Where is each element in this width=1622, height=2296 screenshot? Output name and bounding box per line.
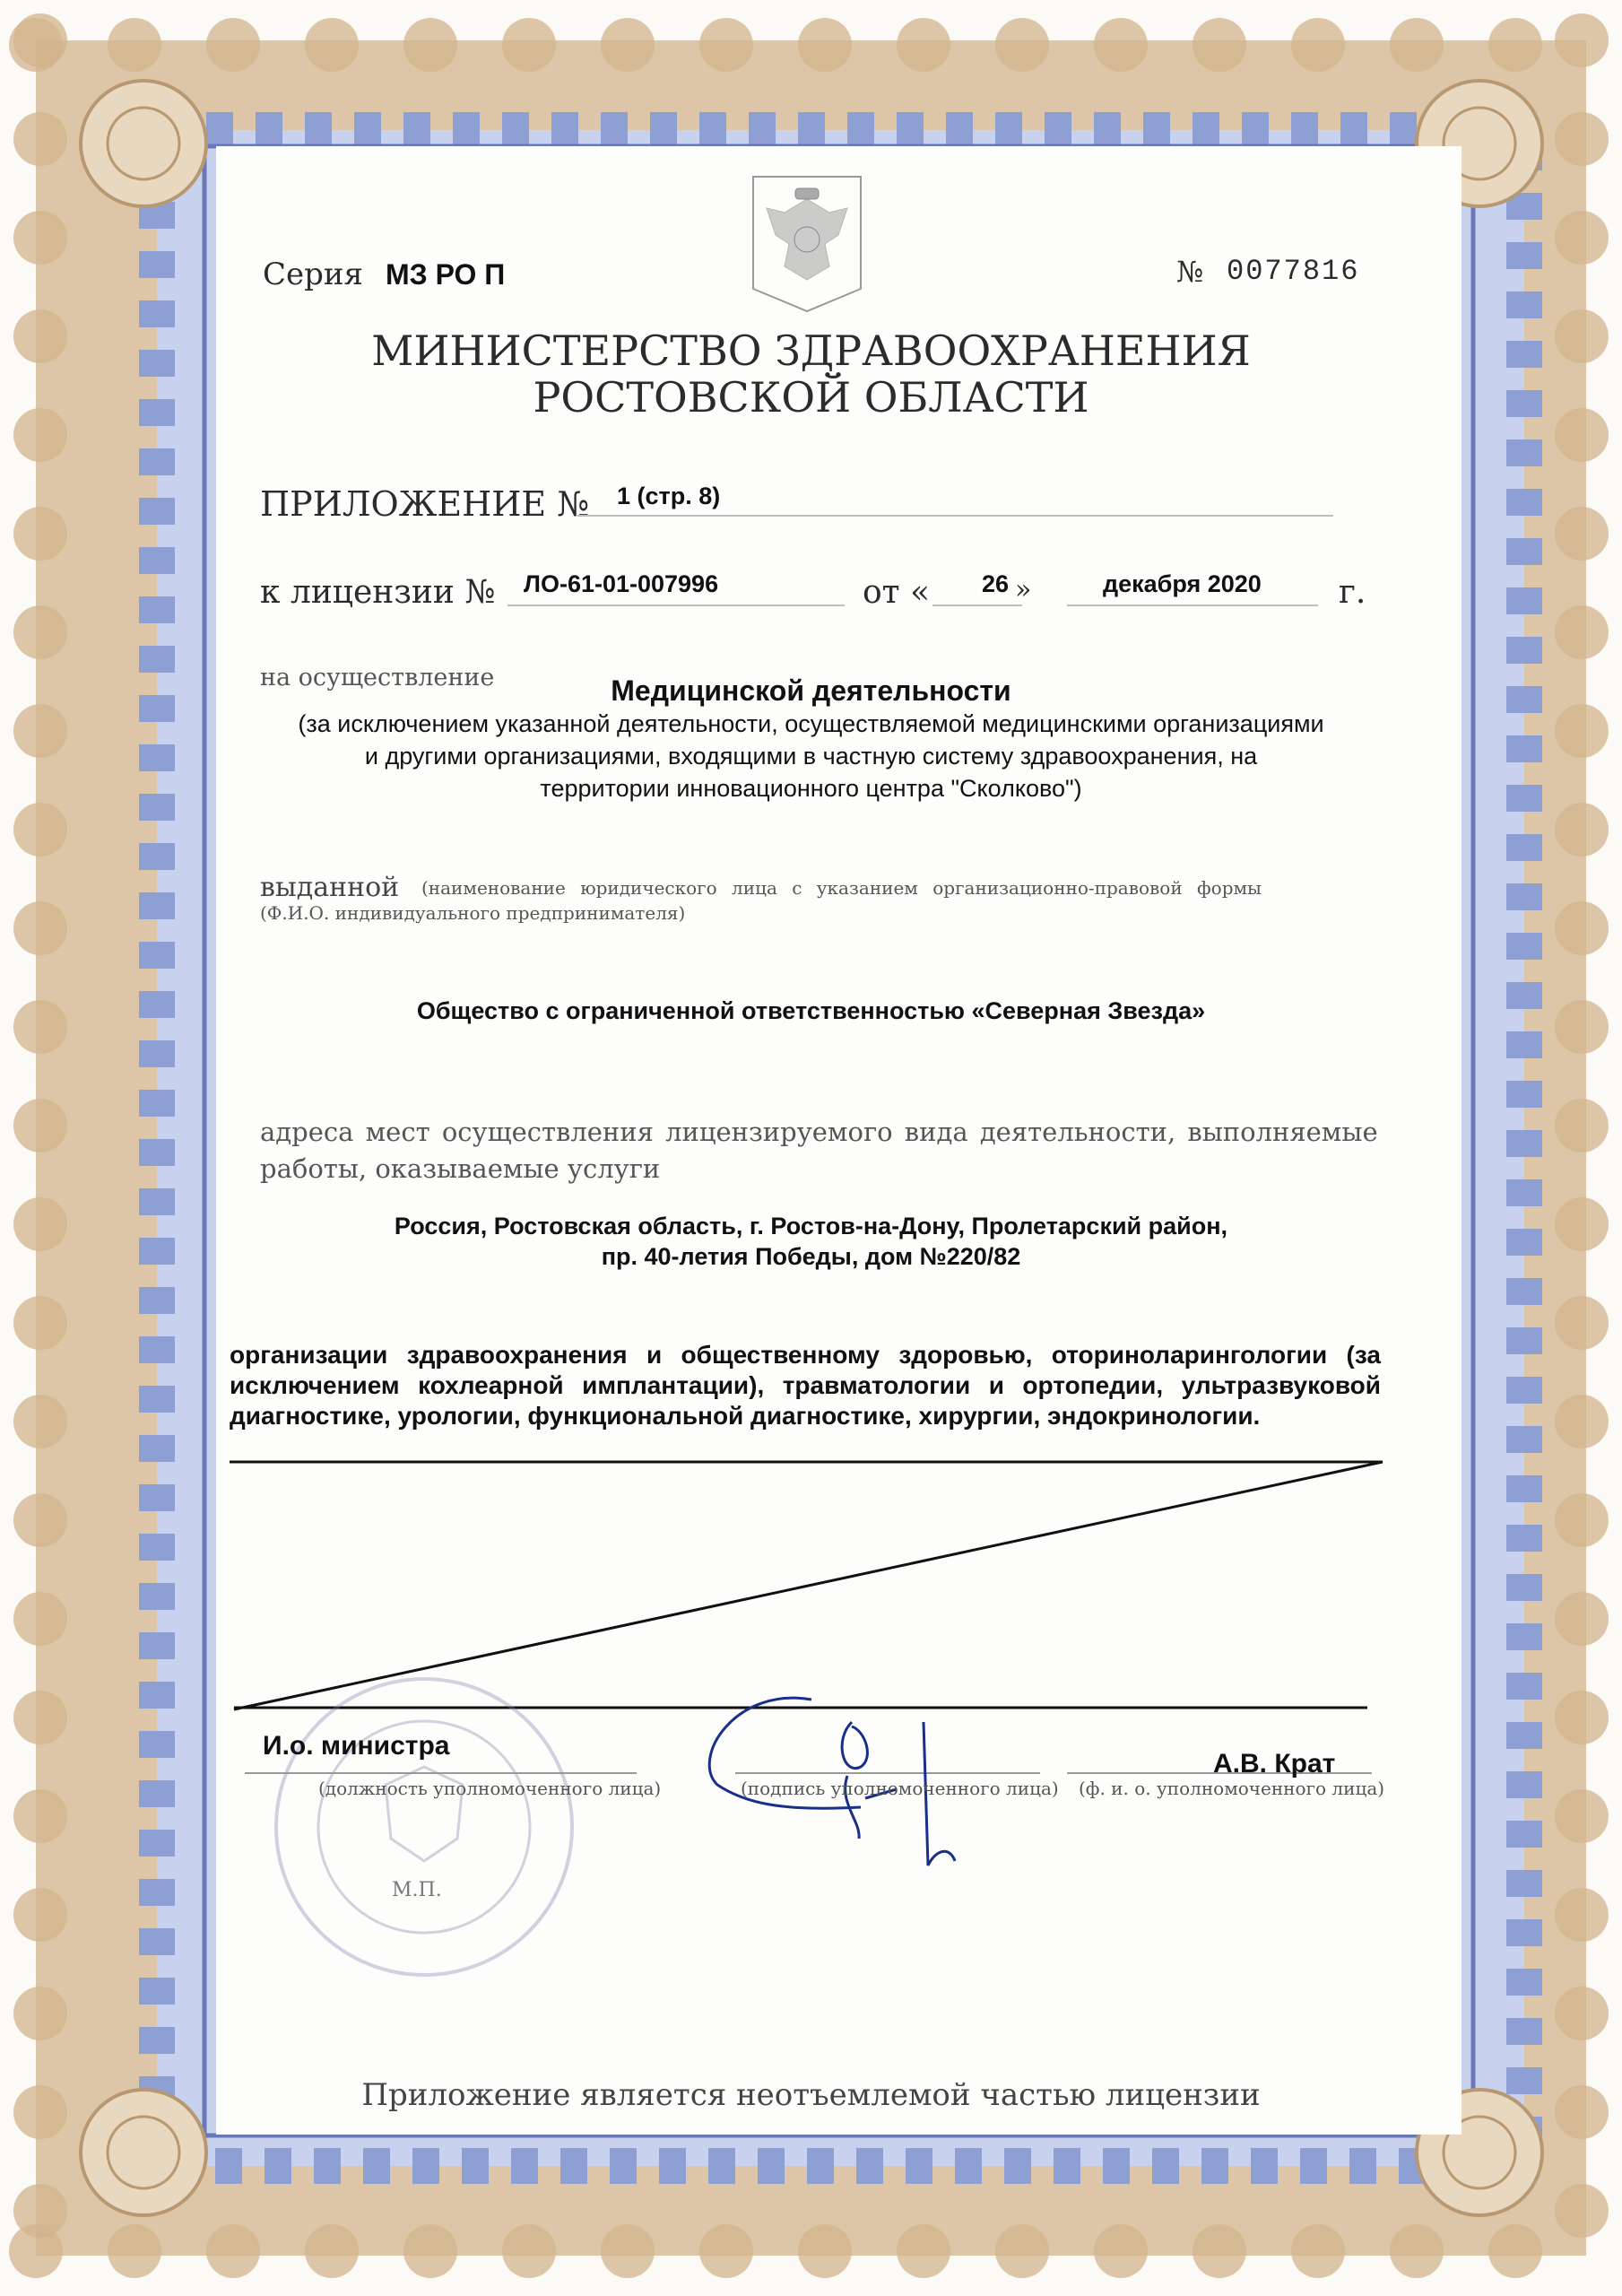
license-year-suffix: г. [1339, 574, 1366, 611]
form-number: 0077816 [1227, 255, 1360, 288]
organization-name: Общество с ограниченной ответственностью «Северная Звезда» [416, 997, 1206, 1024]
issued-hint-line1: (наименование юридического лица с указанием организационно-правовой формы [421, 877, 1262, 899]
license-day: 26 [982, 570, 1010, 597]
license-number: ЛО-61-01-007996 [524, 570, 719, 597]
license-month-year: декабря 2020 [1103, 570, 1262, 597]
activity-note-line: (за исключением указанной деятельности, осуществляемой медицинскими организациями [298, 710, 1324, 737]
issued-label: выданной [260, 872, 400, 903]
activity-note-line: и другими организациями, входящими в частную систему здравоохранения, на [364, 743, 1258, 770]
address-line2: пр. 40-летия Победы, дом №220/82 [601, 1243, 1021, 1270]
license-label: к лицензии № [260, 574, 496, 611]
activity-note-line: территории инновационного центра "Сколково") [540, 775, 1082, 802]
addresses-label-line2: работы, оказываемые услуги [260, 1153, 661, 1184]
addresses-label-line1: адреса мест осуществления лицензируемого вида деятельности, выполняемые [260, 1117, 1378, 1147]
services-list: организации здравоохранения и общественному здоровью, оториноларингологии (за исключением кохлеарной имплантации), травматологии и ортопедии, ультразвуковой диагностике, урологии, функциональной диагностике, хирургии, эндокринологии. [230, 1341, 1381, 1430]
ministry-title-line2: РОСТОВСКОЙ ОБЛАСТИ [533, 373, 1089, 422]
name-hint: (ф. и. о. уполномоченного лица) [1079, 1778, 1385, 1799]
signature-hint: (подпись уполномоченного лица) [741, 1778, 1059, 1799]
stamp-label: М.П. [392, 1879, 442, 1901]
signatory-name: А.В. Крат [1213, 1749, 1336, 1779]
ministry-title-line1: МИНИСТЕРСТВО ЗДРАВООХРАНЕНИЯ [371, 326, 1251, 375]
activity-title: Медицинской деятельности [611, 674, 1011, 707]
issued-hint-line2: (Ф.И.О. индивидуального предпринимателя) [260, 902, 686, 924]
series-label: Серия [263, 257, 364, 292]
activity-label: на осуществление [260, 664, 495, 691]
number-label: № [1176, 255, 1204, 289]
series-value: МЗ РО П [386, 258, 506, 291]
appendix-value: 1 (стр. 8) [617, 483, 721, 509]
position-hint: (должность уполномоченного лица) [318, 1778, 662, 1799]
address-line1: Россия, Ростовская область, г. Ростов-на-Дону, Пролетарский район, [394, 1213, 1228, 1239]
appendix-label: ПРИЛОЖЕНИЕ № [260, 484, 590, 524]
license-from-label: от « [863, 574, 931, 611]
license-day-close: » [1015, 574, 1032, 605]
signatory-position: И.о. министра [263, 1731, 450, 1761]
footer-note: Приложение является неотъемлемой частью лицензии [361, 2077, 1261, 2113]
